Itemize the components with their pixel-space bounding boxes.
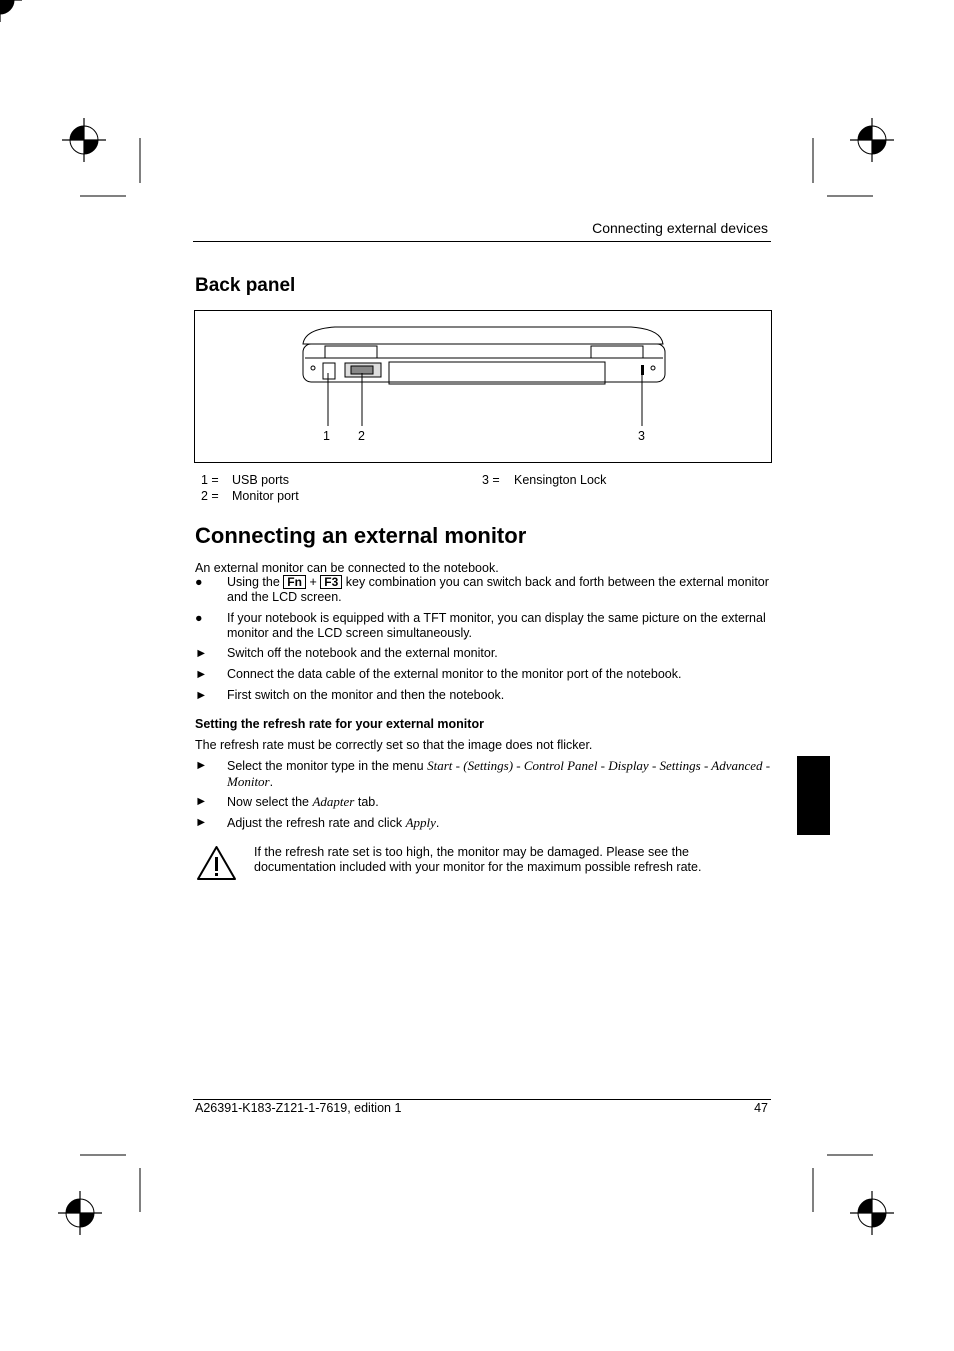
apply-button-name: Apply xyxy=(405,815,436,830)
warning-text: If the refresh rate set is too high, the monitor may be damaged. Please see the documentation included with your monitor for the maximum possible refresh rate. xyxy=(254,845,702,874)
callout-label: 1 xyxy=(323,429,330,443)
back-panel-figure xyxy=(194,310,772,463)
step-text: Select the monitor type in the menu Start - (Settings) - Control Panel - Display - Settings - Advanced - Monitor. xyxy=(227,758,771,789)
running-header: Connecting external devices xyxy=(592,220,768,236)
page-number: 47 xyxy=(754,1101,768,1115)
bullet-icon: ● xyxy=(195,611,203,625)
list-item-text: Using the Fn + F3 key combination you can switch back and forth between the external monitor and the LCD screen. xyxy=(227,575,769,604)
arrow-icon: ► xyxy=(195,667,208,681)
menu-path: Start - (Settings) - Control Panel - Display - Settings - Advanced - Monitor xyxy=(227,758,771,789)
back-panel-heading: Back panel xyxy=(195,275,296,296)
intro-paragraph: An external monitor can be connected to the notebook. xyxy=(195,561,499,575)
chapter-thumb-tab xyxy=(797,756,830,835)
arrow-icon: ► xyxy=(195,815,208,829)
section-heading: Connecting an external monitor xyxy=(195,523,527,548)
subheading: Setting the refresh rate for your external monitor xyxy=(195,717,484,731)
arrow-icon: ► xyxy=(195,646,208,660)
legend-num: 3 = xyxy=(482,473,500,487)
callout-label: 2 xyxy=(358,429,365,443)
legend-label: Kensington Lock xyxy=(514,473,607,487)
arrow-icon: ► xyxy=(195,758,208,772)
list-item-text: If your notebook is equipped with a TFT monitor, you can display the same picture on the external monitor and the LCD screen simultaneously. xyxy=(227,611,766,640)
f3-key: F3 xyxy=(320,575,342,589)
adapter-tab-name: Adapter xyxy=(312,794,355,809)
notebook-back-illustration xyxy=(195,311,771,462)
arrow-icon: ► xyxy=(195,688,208,702)
step-text: Now select the Adapter tab. xyxy=(227,794,379,809)
legend-num: 1 = xyxy=(201,473,219,487)
callout-label: 3 xyxy=(638,429,645,443)
fn-key: Fn xyxy=(283,575,306,589)
header-rule xyxy=(193,241,771,242)
step-text: Connect the data cable of the external monitor to the monitor port of the notebook. xyxy=(227,667,682,681)
arrow-icon: ► xyxy=(195,794,208,808)
refresh-intro: The refresh rate must be correctly set so that the image does not flicker. xyxy=(195,738,593,752)
footer-rule xyxy=(193,1099,771,1100)
step-text: First switch on the monitor and then the notebook. xyxy=(227,688,505,702)
legend-label: USB ports xyxy=(232,473,289,487)
legend-num: 2 = xyxy=(201,489,219,503)
warning-triangle-icon xyxy=(196,845,237,882)
bullet-icon: ● xyxy=(195,575,203,589)
step-text: Adjust the refresh rate and click Apply. xyxy=(227,815,440,830)
footer-doc-id: A26391-K183-Z121-1-7619, edition 1 xyxy=(195,1101,402,1115)
step-text: Switch off the notebook and the external monitor. xyxy=(227,646,498,660)
legend-label: Monitor port xyxy=(232,489,299,503)
